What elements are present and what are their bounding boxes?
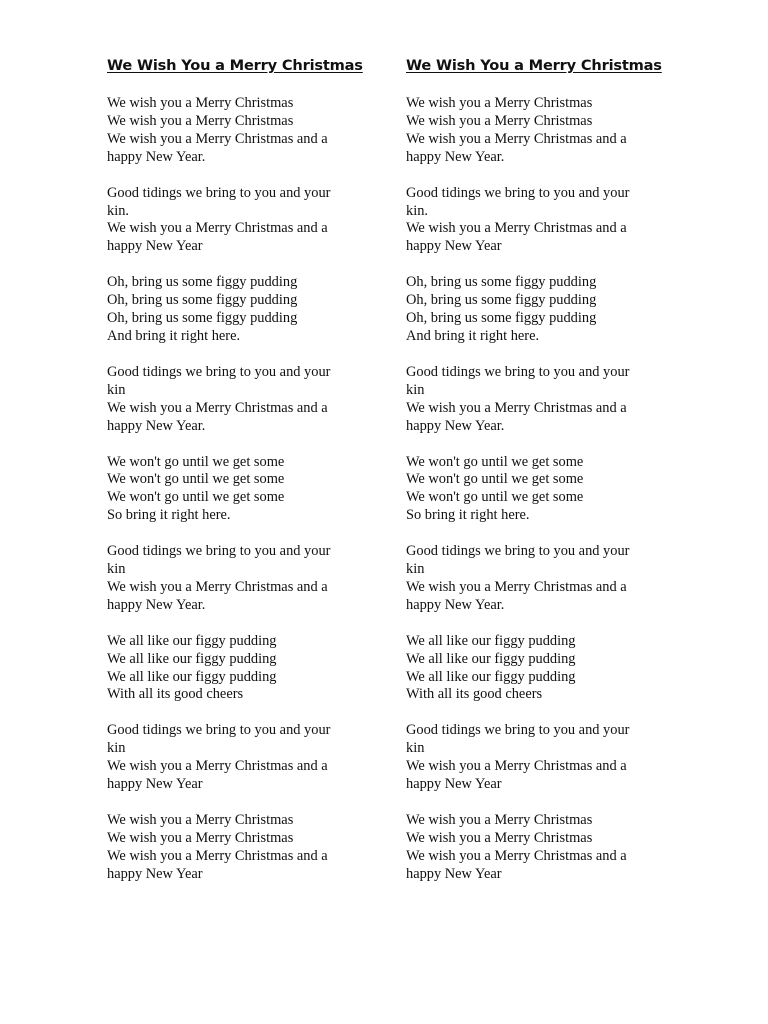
lyric-line: kin <box>406 561 425 578</box>
lyric-line: happy New Year. <box>406 596 505 613</box>
stanza <box>107 185 377 257</box>
lyric-line: We wish you a Merry Christmas <box>107 112 294 129</box>
lyric-line: happy New Year <box>107 776 203 793</box>
lyric-line: We wish you a Merry Christmas <box>107 812 294 828</box>
lyric-line: happy New Year <box>107 865 203 882</box>
lyric-line: kin <box>107 381 126 398</box>
stanza <box>107 722 377 794</box>
lyric-line: We won't go until we get some <box>406 471 584 488</box>
lyric-line: We wish you a Merry Christmas and a <box>107 130 328 147</box>
lyric-line: We wish you a Merry Christmas and a <box>107 578 328 595</box>
stanza <box>107 364 377 436</box>
lyric-line: We wish you a Merry Christmas and a <box>107 758 328 775</box>
lyric-line: Oh, bring us some figgy pudding <box>406 310 597 327</box>
stanza-list <box>406 95 676 884</box>
lyric-line: We won't go until we get some <box>107 453 285 470</box>
lyric-line: So bring it right here. <box>107 507 231 524</box>
lyric-line: And bring it right here. <box>107 327 241 344</box>
lyric-line: We won't go until we get some <box>107 471 285 488</box>
lyrics-column-right <box>406 56 676 902</box>
lyric-line: We wish you a Merry Christmas <box>406 95 593 111</box>
lyric-line: happy New Year. <box>107 148 206 165</box>
lyric-line: kin <box>406 381 425 398</box>
lyric-line: We wish you a Merry Christmas and a <box>107 220 328 237</box>
lyric-line: Oh, bring us some figgy pudding <box>107 274 298 291</box>
lyric-line: kin <box>107 740 126 757</box>
lyric-line: We wish you a Merry Christmas <box>406 112 593 129</box>
stanza <box>406 722 676 794</box>
stanza <box>406 454 676 526</box>
lyric-line: kin. <box>107 202 129 219</box>
lyric-line: We wish you a Merry Christmas and a <box>406 130 627 147</box>
stanza <box>107 274 377 346</box>
lyric-line: We won't go until we get some <box>406 453 584 470</box>
lyric-line: We wish you a Merry Christmas and a <box>406 847 627 864</box>
lyric-line: We all like our figgy pudding <box>406 668 576 685</box>
song-title: We Wish You a Merry Christmas <box>107 57 363 74</box>
stanza-list <box>107 95 377 884</box>
lyric-line: happy New Year. <box>107 417 206 434</box>
lyric-line: happy New Year <box>406 776 502 793</box>
lyric-line: Good tidings we bring to you and your <box>406 722 630 739</box>
lyric-line: We all like our figgy pudding <box>406 632 576 649</box>
lyric-line: happy New Year <box>406 865 502 882</box>
lyric-line: kin <box>406 740 425 757</box>
stanza <box>406 274 676 346</box>
lyric-line: happy New Year <box>406 238 502 255</box>
lyric-line: We wish you a Merry Christmas and a <box>406 220 627 237</box>
stanza <box>406 543 676 615</box>
lyric-line: Good tidings we bring to you and your <box>406 363 630 380</box>
stanza <box>406 185 676 257</box>
lyric-line: happy New Year. <box>107 596 206 613</box>
stanza <box>406 364 676 436</box>
stanza <box>107 543 377 615</box>
lyric-line: We wish you a Merry Christmas and a <box>107 399 328 416</box>
stanza <box>406 633 676 705</box>
lyric-line: We all like our figgy pudding <box>406 650 576 667</box>
lyric-line: We won't go until we get some <box>406 489 584 506</box>
stanza <box>406 812 676 884</box>
lyric-line: Oh, bring us some figgy pudding <box>107 292 298 309</box>
lyric-line: We wish you a Merry Christmas and a <box>107 847 328 864</box>
stanza <box>107 633 377 705</box>
lyrics-column-left <box>107 56 377 902</box>
lyric-line: Good tidings we bring to you and your <box>406 184 630 201</box>
song-title: We Wish You a Merry Christmas <box>406 57 662 74</box>
lyric-line: We wish you a Merry Christmas and a <box>406 758 627 775</box>
lyric-line: We wish you a Merry Christmas <box>107 829 294 846</box>
lyric-line: We all like our figgy pudding <box>107 650 277 667</box>
stanza <box>107 95 377 167</box>
lyric-line: happy New Year. <box>406 148 505 165</box>
lyric-line: Good tidings we bring to you and your <box>107 184 331 201</box>
lyric-line: With all its good cheers <box>406 686 543 703</box>
lyric-line: We all like our figgy pudding <box>107 632 277 649</box>
lyric-line: We won't go until we get some <box>107 489 285 506</box>
lyric-line: Good tidings we bring to you and your <box>107 722 331 739</box>
lyric-line: Oh, bring us some figgy pudding <box>107 310 298 327</box>
lyric-line: happy New Year. <box>406 417 505 434</box>
lyric-line: We wish you a Merry Christmas <box>406 812 593 828</box>
stanza <box>107 812 377 884</box>
lyric-line: Oh, bring us some figgy pudding <box>406 292 597 309</box>
lyric-line: With all its good cheers <box>107 686 244 703</box>
lyric-line: We wish you a Merry Christmas <box>107 95 294 111</box>
lyric-line: Good tidings we bring to you and your <box>406 543 630 560</box>
lyric-line: kin <box>107 561 126 578</box>
lyric-line: Good tidings we bring to you and your <box>107 363 331 380</box>
lyric-line: And bring it right here. <box>406 327 540 344</box>
lyric-line: So bring it right here. <box>406 507 530 524</box>
stanza <box>107 454 377 526</box>
stanza <box>406 95 676 167</box>
lyric-line: We wish you a Merry Christmas <box>406 829 593 846</box>
lyric-line: We all like our figgy pudding <box>107 668 277 685</box>
lyric-line: happy New Year <box>107 238 203 255</box>
lyric-line: We wish you a Merry Christmas and a <box>406 399 627 416</box>
lyric-line: kin. <box>406 202 428 219</box>
lyric-line: Good tidings we bring to you and your <box>107 543 331 560</box>
lyric-line: Oh, bring us some figgy pudding <box>406 274 597 291</box>
lyric-line: We wish you a Merry Christmas and a <box>406 578 627 595</box>
